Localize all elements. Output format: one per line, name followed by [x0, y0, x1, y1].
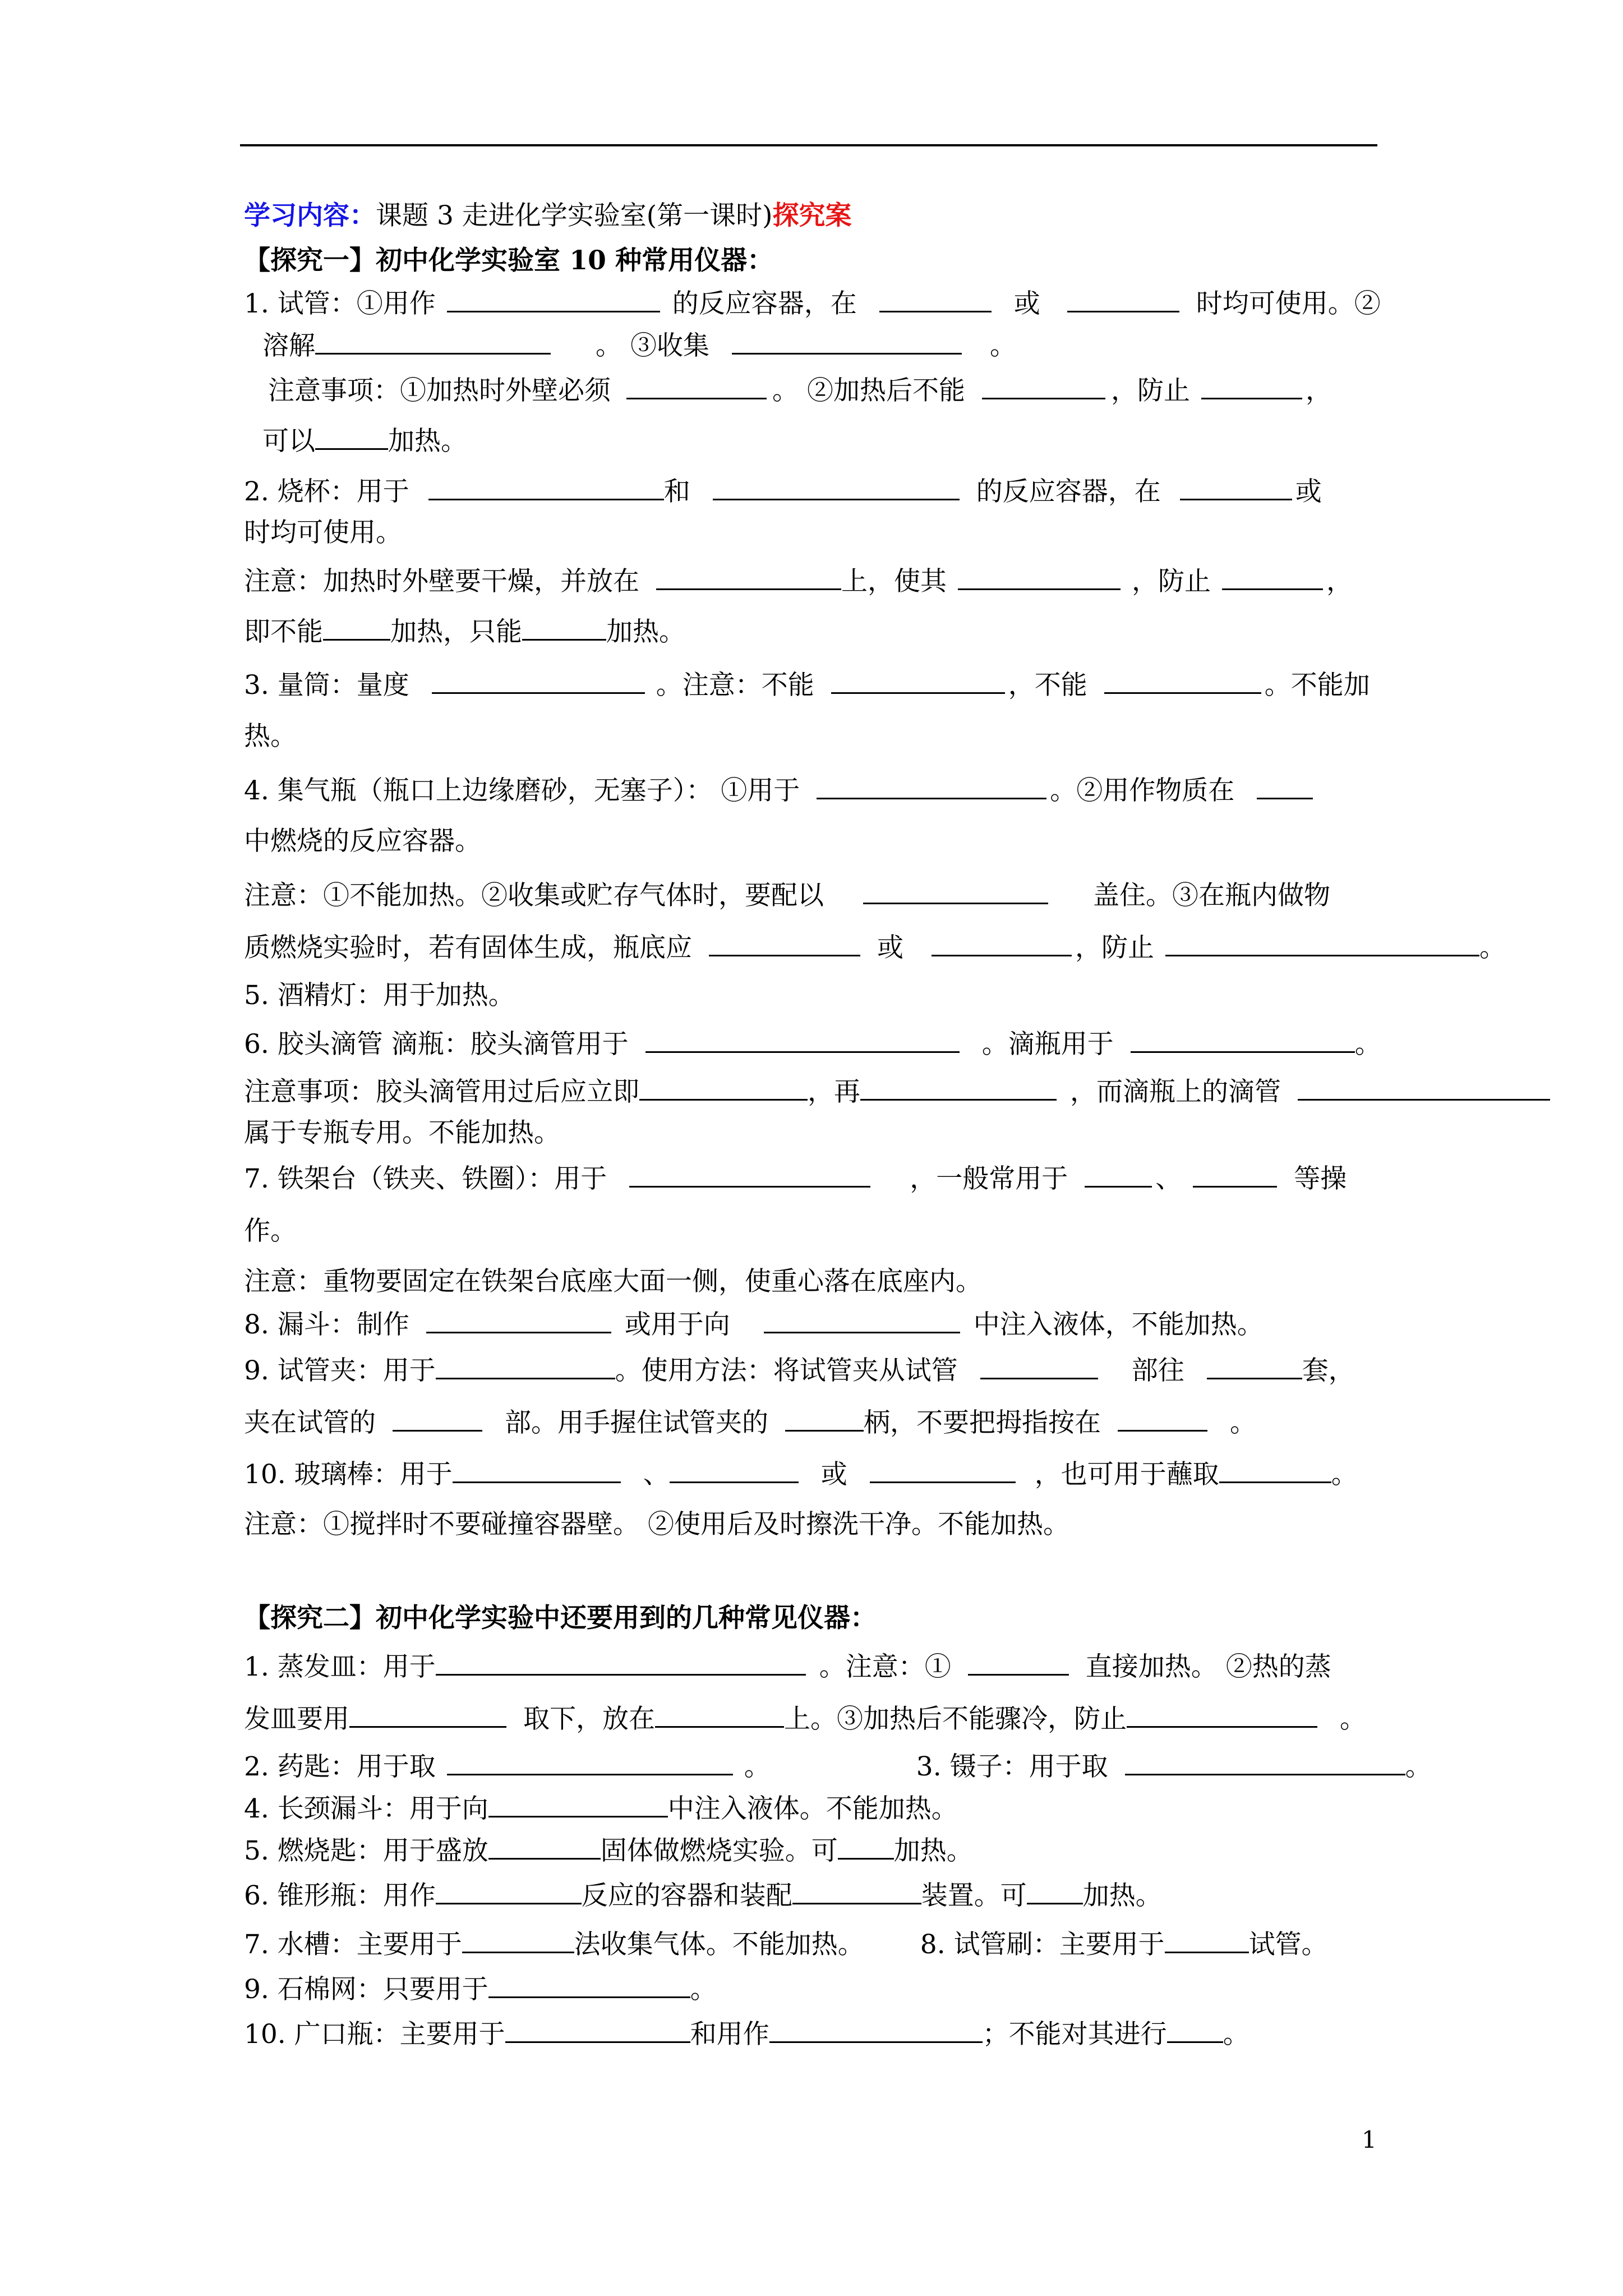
text: 。 ③收集 [596, 330, 709, 361]
section2-heading: 【探究二】初中化学实验中还要用到的几种常见仪器： [244, 1603, 877, 1634]
text: ，也可用于蘸取 [1034, 1459, 1219, 1490]
blank [505, 2017, 690, 2043]
item7-line1 [244, 1161, 1347, 1196]
blank [645, 1027, 960, 1053]
item9-line1 [244, 1353, 1355, 1388]
text: 6. 胶头滴管 滴瓶：胶头滴管用于 [244, 1029, 629, 1060]
blank [488, 1972, 690, 1998]
text: 反应的容器和装配 [581, 1880, 792, 1911]
blank [982, 373, 1105, 399]
text: 或 [1013, 288, 1040, 319]
text: ，不能 [1008, 670, 1087, 701]
text: 3. 量筒：量度 [244, 670, 409, 701]
s2-item1-line2 [244, 1701, 1366, 1736]
blank [447, 1749, 733, 1775]
item3-line2: 热。 [244, 721, 297, 752]
s2-item9 [244, 1972, 717, 2007]
text: 或 [1295, 476, 1322, 507]
blank [709, 930, 860, 956]
text: 4. 长颈漏斗：用于向 [244, 1793, 488, 1824]
blank [1027, 1878, 1083, 1904]
blank [436, 1649, 806, 1676]
text: 注意事项：①加热时外壁必须 [268, 375, 611, 406]
text: 。 ②加热后不能 [772, 375, 965, 406]
item1-line3 [268, 373, 1332, 408]
item6-line1 [244, 1027, 1381, 1061]
blank [1201, 373, 1302, 399]
blank [426, 1307, 611, 1333]
text: 。 [1340, 1704, 1366, 1734]
item4-line1 [244, 773, 1313, 808]
blank [432, 668, 645, 694]
item4-line3 [244, 878, 1330, 913]
text: 9. 石棉网：只要用于 [244, 1974, 488, 2005]
blank [462, 1927, 574, 1953]
blank [629, 1161, 870, 1188]
text: 取下，放在 [523, 1704, 655, 1734]
text: 固体做燃烧实验。可 [600, 1835, 838, 1866]
blank [1257, 773, 1313, 799]
item7-line2: 作。 [244, 1216, 297, 1246]
s2-item10 [244, 2017, 1249, 2051]
blank [863, 878, 1048, 904]
text: 可以 [262, 426, 315, 457]
blank [1165, 930, 1479, 956]
text: 。滴瓶用于 [981, 1029, 1114, 1060]
item5-line1: 5. 酒精灯：用于加热。 [244, 980, 515, 1011]
blank [1167, 2017, 1223, 2043]
blank [792, 1878, 921, 1904]
text: 3. 镊子：用于取 [916, 1751, 1108, 1782]
blank [1298, 1074, 1550, 1101]
text: 。 [989, 330, 1016, 361]
blank [436, 1353, 615, 1379]
blank [769, 2017, 983, 2043]
text: 法收集气体。不能加热。 [574, 1929, 864, 1960]
item4-line4 [244, 930, 1506, 965]
blank [349, 1701, 506, 1728]
blank [626, 373, 767, 399]
header-rule [240, 144, 1377, 146]
blank [980, 1353, 1098, 1379]
text: 7. 水槽：主要用于 [244, 1929, 462, 1960]
item4-line2: 中燃烧的反应容器。 [244, 826, 481, 857]
item1-line1 [244, 286, 1381, 321]
item3-line1 [244, 668, 1370, 702]
item6-line3: 属于专瓶专用。不能加热。 [244, 1117, 560, 1148]
text: 溶解 [262, 330, 315, 361]
text: 。 [1405, 1751, 1432, 1782]
text: 的反应容器，在 [976, 476, 1161, 507]
blank [1207, 1353, 1302, 1379]
text: 或用于向 [624, 1309, 730, 1340]
text: 中注入液体，不能加热。 [973, 1309, 1264, 1340]
blank [1193, 1161, 1277, 1188]
text: 盖住。③在瓶内做物 [1093, 880, 1330, 911]
blank [655, 1701, 784, 1728]
s2-item4 [244, 1791, 958, 1826]
text: 。注意：① [819, 1651, 951, 1682]
blank [447, 286, 660, 312]
item10-note: 注意：①搅拌时不要碰撞容器壁。 ②使用后及时擦洗干净。不能加热。 [244, 1509, 1069, 1540]
text: 装置。可 [921, 1880, 1027, 1911]
item9-line2 [244, 1405, 1256, 1440]
item6-line2 [244, 1074, 1550, 1109]
text: ，防止 [1110, 375, 1190, 406]
item10-line1 [244, 1457, 1358, 1492]
text: 柄，不要把拇指按在 [864, 1407, 1101, 1438]
text: 4. 集气瓶（瓶口上边缘磨砂，无塞子）： ①用于 [244, 775, 800, 806]
text: 套， [1302, 1355, 1355, 1386]
blank [1085, 1161, 1152, 1188]
blank [870, 1457, 1016, 1483]
text: 、 [643, 1459, 670, 1490]
text: 。 [1230, 1407, 1256, 1438]
text: ， [1326, 566, 1353, 597]
text: 。不能加 [1264, 670, 1370, 701]
blank [1067, 286, 1179, 312]
text: 等操 [1294, 1163, 1347, 1194]
title-text: 课题 3 走进化学实验室(第一课时) [376, 200, 773, 231]
item2-line2: 时均可使用。 [244, 517, 402, 548]
text: ，而滴瓶上的滴管 [1070, 1076, 1281, 1107]
s2-item5 [244, 1833, 973, 1868]
blank [656, 564, 841, 590]
text: 。 [1331, 1459, 1358, 1490]
blank [838, 1833, 894, 1860]
item1-line2 [262, 328, 1016, 363]
text: 或 [820, 1459, 847, 1490]
text: 部。用手握住试管夹的 [505, 1407, 768, 1438]
text: 注意：加热时外壁要干燥，并放在 [244, 566, 639, 597]
text: 10. 广口瓶：主要用于 [244, 2019, 505, 2050]
text: 部往 [1131, 1355, 1184, 1386]
blank [764, 1307, 960, 1333]
text: 加热，只能 [390, 616, 522, 647]
s2-item6 [244, 1878, 1162, 1913]
title-label: 学习内容： [244, 200, 376, 231]
text: 和用作 [690, 2019, 769, 2050]
section1-heading: 【探究一】初中化学实验室 10 种常用仪器： [244, 245, 774, 276]
text: 8. 试管刷：主要用于 [920, 1929, 1165, 1960]
blank [639, 1074, 808, 1101]
text: ，防止 [1132, 566, 1211, 597]
blank [932, 930, 1072, 956]
blank [323, 614, 390, 641]
blank [1222, 564, 1323, 590]
blank [1104, 668, 1261, 694]
text: 9. 试管夹：用于 [244, 1355, 436, 1386]
text: 。 [744, 1751, 771, 1782]
text: ，再 [808, 1076, 860, 1107]
text: 2. 药匙：用于取 [244, 1751, 436, 1782]
s2-item2-3 [244, 1749, 1432, 1784]
blank [785, 1405, 864, 1432]
text: 加热。 [606, 616, 685, 647]
item2-line1 [244, 474, 1322, 509]
text: 时均可使用。② [1196, 288, 1381, 319]
blank [831, 668, 1005, 694]
blank [713, 474, 960, 500]
blank [1219, 1457, 1331, 1483]
blank [428, 474, 664, 500]
item1-line4 [262, 424, 467, 458]
text: 。 [690, 1974, 717, 2005]
text: 10. 玻璃棒：用于 [244, 1459, 453, 1490]
text: 注意：①不能加热。②收集或贮存气体时，要配以 [244, 880, 824, 911]
blank [1118, 1405, 1207, 1432]
blank [879, 286, 992, 312]
text: 7. 铁架台（铁夹、铁圈）：用于 [244, 1163, 607, 1194]
text: 或 [877, 932, 903, 963]
s2-item1-line1 [244, 1649, 1331, 1684]
title-tag: 探究案 [772, 200, 852, 231]
text: ，防止 [1075, 932, 1154, 963]
text: 上。③加热后不能骤冷，防止 [784, 1704, 1127, 1734]
blank [488, 1833, 601, 1860]
text: 1. 试管：①用作 [244, 288, 436, 319]
text: 。 [1223, 2019, 1249, 2050]
text: 1. 蒸发皿：用于 [244, 1651, 436, 1682]
text: 。使用方法：将试管夹从试管 [615, 1355, 958, 1386]
text: ，一般常用于 [910, 1163, 1068, 1194]
text: 加热。 [1082, 1880, 1162, 1911]
blank [817, 773, 1046, 799]
text: 8. 漏斗：制作 [244, 1309, 409, 1340]
item2-line3 [244, 564, 1353, 599]
blank [958, 564, 1121, 590]
blank [453, 1457, 621, 1483]
text: ；不能对其进行 [982, 2019, 1167, 2050]
text: 。 [1479, 932, 1506, 963]
text: 中注入液体。不能加热。 [667, 1793, 958, 1824]
text: 和 [663, 476, 690, 507]
blank [393, 1405, 482, 1432]
text: 的反应容器，在 [672, 288, 857, 319]
blank [860, 1074, 1057, 1101]
blank [968, 1649, 1069, 1676]
text: 加热。 [893, 1835, 973, 1866]
blank [1127, 1701, 1317, 1728]
text: 直接加热。 ②热的蒸 [1085, 1651, 1331, 1682]
blank [1131, 1027, 1355, 1053]
text: 夹在试管的 [244, 1407, 376, 1438]
page-title [244, 199, 851, 233]
blank [732, 328, 962, 355]
text: 。 [1354, 1029, 1381, 1060]
text: 2. 烧杯：用于 [244, 476, 409, 507]
blank [436, 1878, 582, 1904]
item8-line1 [244, 1307, 1264, 1342]
text: 6. 锥形瓶：用作 [244, 1880, 436, 1911]
text: 即不能 [244, 616, 323, 647]
text: 质燃烧实验时，若有固体生成，瓶底应 [244, 932, 692, 963]
text: 、 [1155, 1163, 1182, 1194]
blank [488, 1791, 668, 1818]
page-number: 1 [1362, 2126, 1377, 2154]
text: 上，使其 [841, 566, 947, 597]
item7-note: 注意：重物要固定在铁架台底座大面一侧，使重心落在底座内。 [244, 1266, 982, 1297]
blank [1180, 474, 1292, 500]
text: 试管。 [1248, 1929, 1328, 1960]
blank [670, 1457, 799, 1483]
text: 发皿要用 [244, 1704, 349, 1734]
text: 。②用作物质在 [1050, 775, 1235, 806]
blank [522, 614, 606, 641]
text: 5. 燃烧匙：用于盛放 [244, 1835, 488, 1866]
blank [1125, 1749, 1405, 1775]
s2-item7-8 [244, 1927, 1328, 1962]
text: 。注意：不能 [656, 670, 814, 701]
blank [315, 424, 388, 450]
blank [1165, 1927, 1249, 1953]
text: 注意事项：胶头滴管用过后应立即 [244, 1076, 639, 1107]
text: ， [1305, 375, 1332, 406]
blank [315, 328, 551, 355]
item2-line4 [244, 614, 685, 649]
text: 加热。 [388, 426, 467, 457]
